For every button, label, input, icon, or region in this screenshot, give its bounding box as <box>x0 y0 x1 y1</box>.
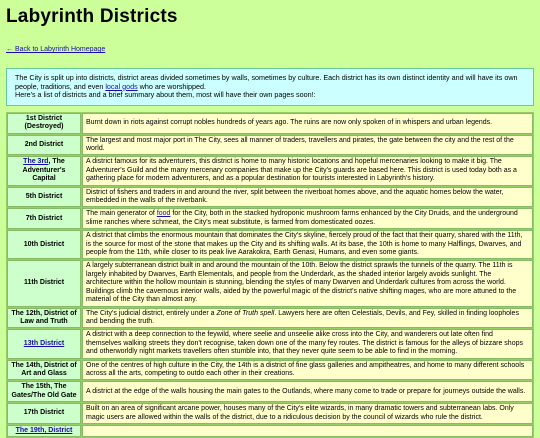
table-row <box>7 425 533 437</box>
thirteenth-district-link[interactable]: 13th District <box>23 339 65 347</box>
food-desc-post: for the City, both in the stacked hydroponic mushroom farms enhanced by the City Druids, and the underground slime ranches where schmeat, the City's meat substitute, is farmed from domesticated oozes. <box>86 210 518 226</box>
table-row <box>7 156 533 185</box>
district-desc: A district with a deep connection to the feywild, where seelie and unseelie alike cross into the City, and wanderers out late often find themselves walking streets they don't recognise, taken down one of the many fey routes. The district is famous for the alleys of bizzare shops and otherworldly night markets travellers often stumble into, that they never quite seem to be able to find in the morning. <box>82 329 533 358</box>
districts-table <box>6 112 534 438</box>
table-row <box>7 381 533 402</box>
local-gods-link[interactable]: local gods <box>105 81 138 91</box>
district-name: 2nd District <box>7 135 81 156</box>
table-row <box>7 208 533 229</box>
district-desc: Burnt down in riots against corrupt nobles hundreds of years ago. The ruins are now only spoken of in whispers and urban legends. <box>82 113 533 134</box>
district-desc: A district that climbs the enormous mountain that dominates the City's skyline, fiercely proud of the fact that their quarry, shared with the 11th, is the source for most of the stone that makes up the City and its shifting walls. At its base, the 10th is home to many Halflings, Dwarves, and people from the 11th, while closer to its peak live Aarakokra, Earth Genasi, Humans, and even some giants. <box>82 230 533 259</box>
food-link[interactable]: food <box>156 210 171 218</box>
intro-text-end: who are worshipped. <box>137 81 207 91</box>
district-desc: The largest and most major port in The City, sees all manner of traders, travellers and pirates, the gate between the city and the rest of the world. <box>82 135 533 156</box>
food-desc-pre: The main generator of <box>86 210 157 218</box>
table-row <box>7 113 533 134</box>
table-row <box>7 360 533 381</box>
district-name: The 14th, District of Art and Glass <box>7 360 81 381</box>
district-desc: One of the centres of high culture in the City, the 14th is a district of fine glass galleries and ampitheatres, and home to many different schools across all the arts, competing to outdo each other in their creations. <box>82 360 533 381</box>
table-row <box>7 329 533 358</box>
district-desc: District of fishers and traders in and around the river, split between the riverboat homes above, and the aquatic homes below the water, embedded in the walls of the riverbank. <box>82 187 533 208</box>
district-name: The 12th, District of Law and Truth <box>7 308 81 329</box>
table-row <box>7 260 533 306</box>
table-row <box>7 135 533 156</box>
table-row <box>7 403 533 424</box>
district-name: 10th District <box>7 230 81 259</box>
district-desc: A district famous for its adventurers, this district is home to many historic locations and hopeful mercenaries looking to make it big. The Adventurer's Guild and the many mercenary companies that make up the City's guards are based here. This district is used today both as a gathering place for modern adventurers, and as a popular destination for tourists interested in Labyrinth's history. <box>82 156 533 185</box>
page-title: Labyrinth Districts <box>6 6 178 27</box>
district-name <box>7 156 81 185</box>
law-desc-pre: The City's judicial district, entirely under a <box>86 309 217 317</box>
district-name <box>7 329 81 358</box>
district-name: 11th District <box>7 260 81 306</box>
zone-of-truth-text: Zone of Truth spell <box>216 309 275 317</box>
intro-text: The City is split up into districts, district areas divided sometimes by walls, sometimes by culture. Each district has its own distinct identity and will have its own people, traditions, and even <box>15 73 518 91</box>
intro-line2: Here's a list of districts and a brief summary about them, most will have their own pages soon!: <box>15 90 316 100</box>
district-desc <box>82 208 533 229</box>
district-desc: Built on an area of significant arcane power, houses many of the City's elite wizards, in many dramatic towers and subterranean labs. Only magic users are allowed within the walls of the district, due to a ridiculous decision by the council of wizards who rule the district. <box>82 403 533 424</box>
district-name: 5th District <box>7 187 81 208</box>
district-name <box>7 425 81 437</box>
back-to-homepage-link[interactable]: ← Back to Labyrinth Homepage <box>6 46 106 53</box>
district-desc: A district at the edge of the walls housing the main gates to the Outlands, where many come to trade or prepare for journeys outside the walls. <box>82 381 533 402</box>
district-desc <box>82 308 533 329</box>
law-desc-post: . Lawyers here are often Celestials, Devils, and Fey, skilled in finding loopholes and bending the truth. <box>86 309 519 325</box>
table-row <box>7 230 533 259</box>
third-district-name-rest: , The Adventurer's Capital <box>22 158 66 183</box>
district-desc <box>82 425 533 437</box>
third-district-link[interactable]: The 3rd <box>23 158 49 166</box>
table-row <box>7 187 533 208</box>
district-name: 7th District <box>7 208 81 229</box>
district-name: The 15th, The Gates/The Old Gate <box>7 381 81 402</box>
table-row <box>7 308 533 329</box>
nineteenth-district-link[interactable]: The 19th, District <box>15 426 73 434</box>
district-name: 1st District (Destroyed) <box>7 113 81 134</box>
district-desc: A largely subterranean district built in and around the mountain of the 10th. Below the district sprawls the tunnels of the quarry. The 11th is largely inhabited by Dwarves, Earth Elementals, and people from the Underdark, as the shaded interior largely avoids sunlight. The architecture within the hollow mountain is stunning, blending the styles of many Dwarven and Underdark cultures from across the world. Buildings climb the cavernous interior walls, aided by the powerful magic of the district's native shifting mages, who are more attuned to the material of the City than almost any. <box>82 260 533 306</box>
district-name: 17th District <box>7 403 81 424</box>
intro-box <box>6 68 534 106</box>
